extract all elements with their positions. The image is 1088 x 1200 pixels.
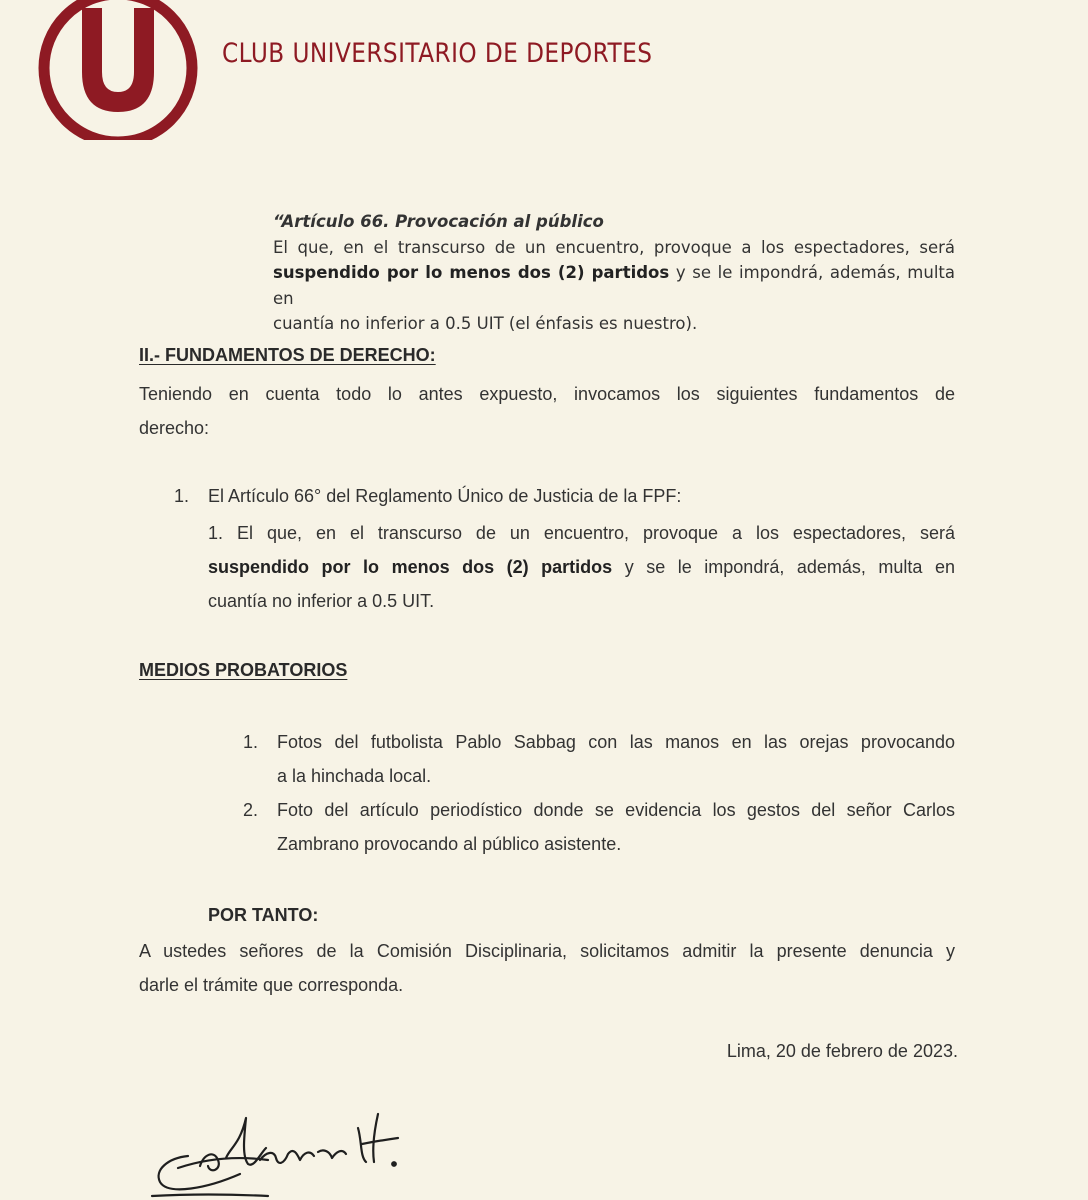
sub-line	[208, 550, 955, 584]
quoted-article	[273, 209, 955, 337]
medios-heading: MEDIOS PROBATORIOS	[139, 660, 348, 680]
item-line: Foto del artículo periodístico donde se evidencia los gestos del señor Carlos	[277, 800, 955, 820]
sub-rest: y se le impondrá, además, multa en	[612, 557, 955, 577]
por-tanto-line: A ustedes señores de la Comisión Disciplinaria, solicitamos admitir la presente denuncia y	[139, 941, 955, 961]
list-item	[277, 793, 955, 861]
fundamentos-intro	[139, 377, 955, 445]
quote-line: El que, en el transcurso de un encuentro, provoque a los espectadores, será	[273, 237, 955, 257]
intro-line: Teniendo en cuenta todo lo antes expuesto, invocamos los siguientes fundamentos de	[139, 384, 955, 404]
intro-line: derecho:	[139, 418, 210, 438]
list-item: El Artículo 66° del Reglamento Único de Justicia de la FPF:	[208, 486, 682, 506]
sub-line: 1. El que, en el transcurso de un encuentro, provoque a los espectadores, será	[208, 523, 955, 543]
quote-title: “Artículo 66. Provocación al público	[273, 212, 604, 231]
quote-rest: y se le impondrá, además, multa en	[273, 263, 955, 308]
sub-line: cuantía no inferior a 0.5 UIT.	[208, 591, 435, 611]
club-name: CLUB UNIVERSITARIO DE DEPORTES	[222, 38, 653, 69]
list-number: 1.	[174, 486, 190, 506]
signature	[148, 1108, 418, 1200]
list-item	[277, 725, 955, 793]
club-logo	[38, 0, 198, 140]
sub-bold: suspendido por lo menos dos (2) partidos	[208, 557, 613, 577]
list-number: 2.	[243, 800, 259, 820]
quote-line: cuantía no inferior a 0.5 UIT (el énfasis es nuestro).	[273, 314, 698, 334]
por-tanto-line: darle el trámite que corresponda.	[139, 975, 404, 995]
item-line: a la hinchada local.	[277, 766, 432, 786]
item-line: Zambrano provocando al público asistente.	[277, 834, 622, 854]
por-tanto-text	[139, 934, 955, 1002]
fundamentos-heading: II.- FUNDAMENTOS DE DERECHO:	[139, 345, 436, 365]
por-tanto-heading: POR TANTO:	[208, 905, 319, 925]
quote-bold: suspendido por lo menos dos (2) partidos	[273, 263, 670, 283]
sub-item	[208, 516, 955, 618]
quote-line	[273, 260, 955, 311]
list-number: 1.	[243, 732, 259, 752]
item-line: Fotos del futbolista Pablo Sabbag con las manos en las orejas provocando	[277, 732, 955, 752]
document-date: Lima, 20 de febrero de 2023.	[726, 1041, 958, 1061]
